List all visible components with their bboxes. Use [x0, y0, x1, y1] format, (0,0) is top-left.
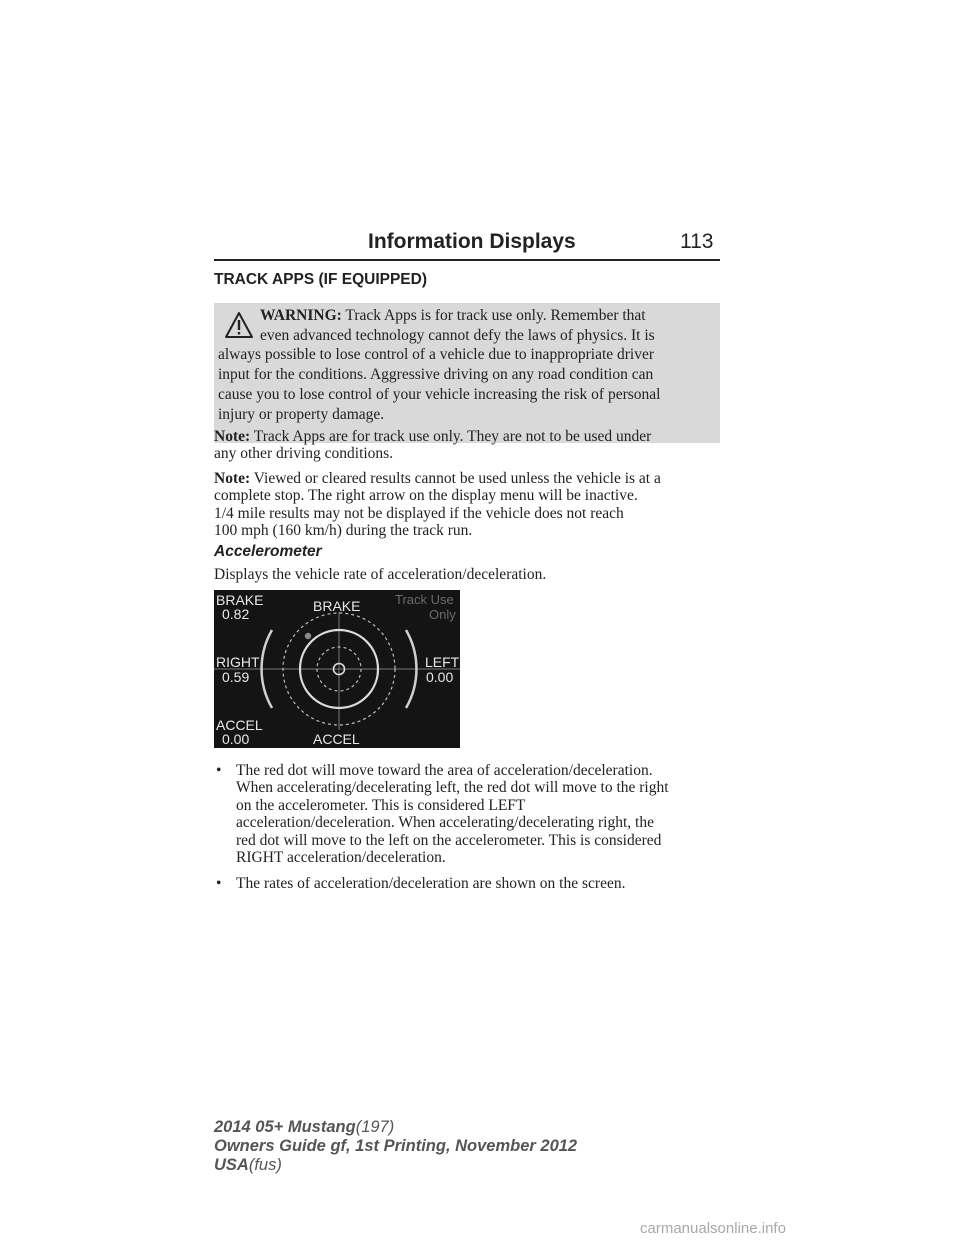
footer: [214, 1118, 577, 1175]
note-line: 100 mph (160 km/h) during the track run.: [214, 522, 473, 540]
bullet-line: The red dot will move toward the area of acceleration/deceleration.: [236, 762, 653, 779]
bullet-line: red dot will move to the left on the accelerometer. This is considered: [236, 831, 662, 849]
brake-value: 0.82: [222, 606, 250, 622]
warning-label: WARNING:: [260, 307, 342, 324]
section-heading: TRACK APPS (IF EQUIPPED): [214, 271, 427, 288]
note-1: [214, 428, 724, 463]
warning-line: input for the conditions. Aggressive driving on any road condition can: [218, 366, 654, 384]
accel-center-label: ACCEL: [313, 731, 360, 747]
note-label: Note:: [214, 428, 251, 445]
bullet-line: on the accelerometer. This is considered LEFT: [236, 796, 526, 814]
footer-model: 2014 05+ Mustang: [214, 1118, 356, 1136]
note-2: [214, 470, 724, 540]
warning-line: even advanced technology cannot defy the laws of physics. It is: [260, 326, 655, 344]
footer-model-code: (197): [355, 1118, 395, 1136]
warning-line: injury or property damage.: [218, 405, 385, 423]
page-number: 113: [680, 230, 714, 253]
warning-text: [214, 306, 714, 424]
list-item: [214, 875, 724, 892]
header-rule: [214, 259, 720, 261]
footer-market-code: (fus): [248, 1156, 282, 1174]
list-item: [214, 762, 724, 866]
bullet-line: The rates of acceleration/deceleration are shown on the screen.: [236, 875, 626, 893]
accelerometer-heading: Accelerometer: [214, 543, 322, 560]
note-label: Note:: [214, 470, 251, 487]
warning-line: always possible to lose control of a vehicle due to inappropriate driver: [218, 346, 655, 364]
bullet-line: acceleration/deceleration. When accelerating/decelerating right, the: [236, 814, 654, 832]
note-line: Viewed or cleared results cannot be used unless the vehicle is at a: [253, 470, 661, 487]
bullet-line: RIGHT acceleration/deceleration.: [236, 849, 446, 867]
accelerometer-description: Displays the vehicle rate of acceleration/deceleration.: [214, 566, 547, 583]
note-line: any other driving conditions.: [214, 445, 394, 463]
warning-box: [214, 303, 720, 443]
accelerometer-display: [214, 590, 460, 748]
bullet-dot: •: [216, 875, 222, 893]
footer-market: USA: [214, 1156, 249, 1174]
warning-line: cause you to lose control of your vehicle increasing the risk of personal: [218, 385, 661, 403]
note-line: Track Apps are for track use only. They are not to be used under: [253, 428, 652, 445]
bullet-dot: •: [216, 762, 222, 779]
note-line: 1/4 mile results may not be displayed if the vehicle does not reach: [214, 504, 624, 522]
left-value: 0.00: [426, 669, 454, 685]
bullet-list: [214, 762, 724, 902]
left-label: LEFT: [425, 654, 460, 670]
red-dot: [305, 633, 311, 639]
watermark: carmanualsonline.info: [640, 1220, 786, 1237]
track-use-only-label: Only: [429, 607, 456, 622]
page-header-title: Information Displays: [368, 230, 576, 253]
note-line: complete stop. The right arrow on the display menu will be inactive.: [214, 487, 638, 505]
accel-label: ACCEL: [216, 717, 263, 733]
brake-label: BRAKE: [216, 592, 264, 608]
warning-line: Track Apps is for track use only. Remember that: [345, 307, 646, 324]
accel-value: 0.00: [222, 731, 250, 747]
right-label: RIGHT: [216, 654, 260, 670]
right-value: 0.59: [222, 669, 250, 685]
brake-center-label: BRAKE: [313, 598, 361, 614]
track-use-label: Track Use: [395, 592, 454, 607]
bullet-line: When accelerating/decelerating left, the red dot will move to the right: [236, 779, 669, 797]
footer-guide: Owners Guide gf, 1st Printing, November 2012: [214, 1137, 578, 1155]
